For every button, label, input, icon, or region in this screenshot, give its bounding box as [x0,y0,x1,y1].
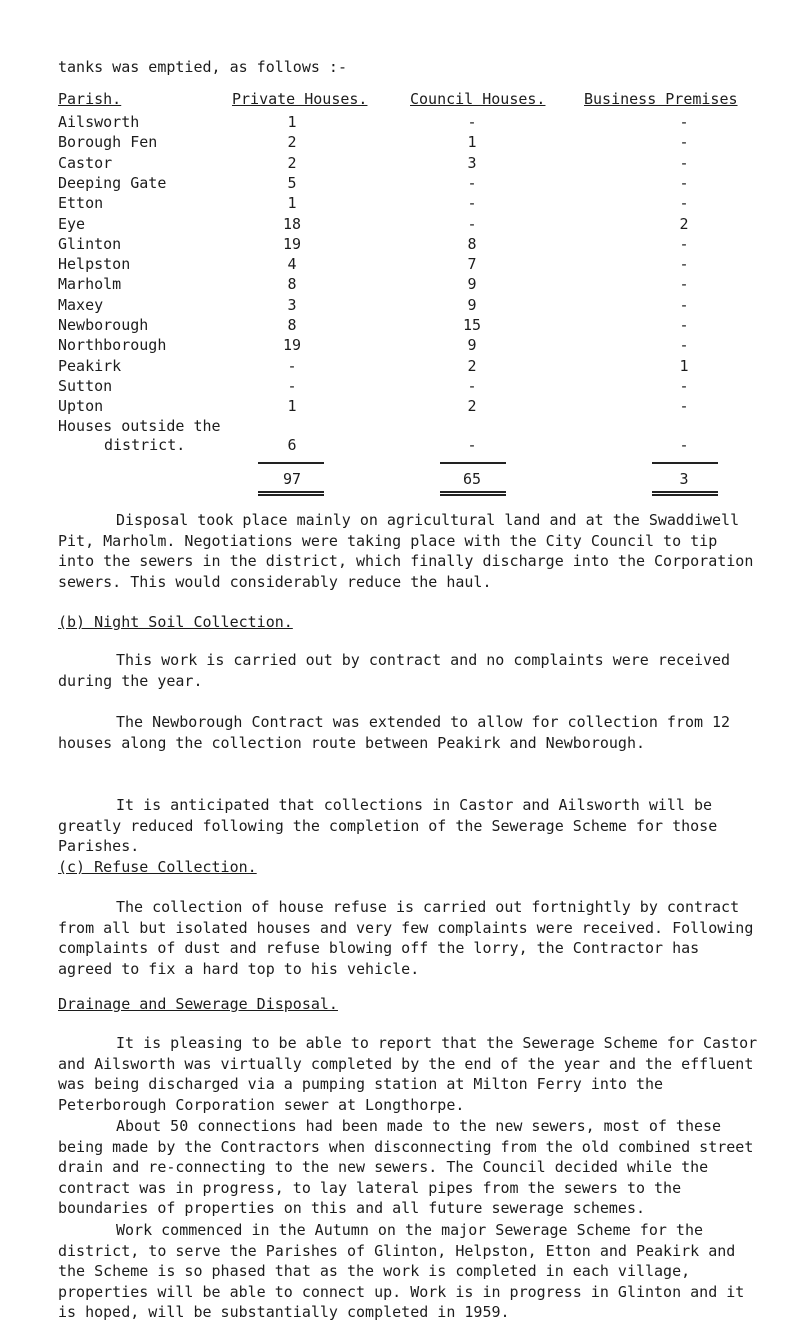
refuse-heading: (c) Refuse Collection. [58,858,257,876]
council-houses-value: 15 [462,316,482,334]
private-houses-value: 18 [282,215,302,233]
private-houses-value: 19 [282,336,302,354]
parish-name: Deeping Gate [58,174,167,192]
drainage-paragraph-1: It is pleasing to be able to report that the Sewerage Scheme for Castor and Ailsworth was virtually completed by the end of the year and the effluent was being discharged via a pumping station at Milton Ferry into the Peterborough Corporation sewer at Longthorpe. [58,1034,758,1114]
council-houses-value: 9 [467,336,477,354]
parish-name: Marholm [58,275,122,293]
council-houses-value: - [467,174,477,192]
business-premises-value: - [679,296,689,314]
council-houses-value: - [467,113,477,131]
night-soil-heading: (b) Night Soil Collection. [58,613,293,631]
night-soil-paragraph-3: It is anticipated that collections in Castor and Ailsworth will be greatly reduced following the completion of the Sewerage Scheme for those Parishes. [58,796,718,855]
header-council-houses: Council Houses. [410,90,546,108]
council-houses-value: 1 [467,133,477,151]
drainage-paragraph-2: About 50 connections had been made to the new sewers, most of these being made by the Contractors when disconnecting from the old combined street drain and re-connecting to the new sewers. The Council decided while the contract was in progress, to lay lateral pipes from the sewers to the boundaries of properties on this and all future sewerage schemes. [58,1117,754,1217]
refuse-paragraph: The collection of house refuse is carried out fortnightly by contract from all but isolated houses and very few complaints were received. Following complaints of dust and refuse blowing off the lorry, the Contractor has agreed to fix a hard top to his vehicle. [58,898,754,978]
parish-name: Ailsworth [58,113,140,131]
total-double-rule-council [440,491,506,496]
private-houses-value: 3 [287,296,297,314]
total-private: 97 [282,470,302,488]
council-houses-value: 3 [467,154,477,172]
council-houses-value: 8 [467,235,477,253]
business-premises-value: - [679,336,689,354]
total-double-rule-business [652,491,718,496]
total-rule-council [440,462,506,464]
total-rule-private [258,462,324,464]
business-premises-value: - [679,194,689,212]
total-business: 3 [679,470,689,488]
parish-name: Peakirk [58,357,122,375]
parish-name: Borough Fen [58,133,158,151]
night-soil-paragraph-2: The Newborough Contract was extended to allow for collection from 12 houses along the collection route between Peakirk and Newborough. [58,713,731,752]
business-premises-value: - [679,316,689,334]
parish-name: Eye [58,215,86,233]
total-rule-business [652,462,718,464]
night-soil-paragraph-1: This work is carried out by contract and no complaints were received during the year. [58,651,731,690]
total-double-rule-private [258,491,324,496]
private-houses-value: 1 [287,113,297,131]
header-parish: Parish. [58,90,122,108]
council-houses-value: 2 [467,357,477,375]
business-premises-value: 1 [679,357,689,375]
parish-name: Maxey [58,296,104,314]
business-premises-value: - [679,255,689,273]
council-houses-value: 7 [467,255,477,273]
outside-business: - [679,436,689,454]
business-premises-value: - [679,275,689,293]
outside-council: - [467,436,477,454]
parish-name: Castor [58,154,113,172]
parish-name: Newborough [58,316,149,334]
private-houses-value: 5 [287,174,297,192]
private-houses-value: 8 [287,275,297,293]
private-houses-value: 4 [287,255,297,273]
council-houses-value: - [467,377,477,395]
private-houses-value: - [287,377,297,395]
parish-name: Helpston [58,255,131,273]
private-houses-value: - [287,357,297,375]
outside-private: 6 [287,436,297,454]
private-houses-value: 2 [287,133,297,151]
council-houses-value: - [467,215,477,233]
parish-name: Northborough [58,336,167,354]
council-houses-value: 9 [467,275,477,293]
header-private-houses: Private Houses. [232,90,368,108]
private-houses-value: 19 [282,235,302,253]
drainage-heading: Drainage and Sewerage Disposal. [58,995,338,1013]
business-premises-value: - [679,235,689,253]
business-premises-value: - [679,397,689,415]
disposal-paragraph: Disposal took place mainly on agricultural land and at the Swaddiwell Pit, Marholm. Negotiations were taking place with the City Council to tip into the sewers in the district, which finally discharge into the Corporation sewers. This would considerably reduce the haul. [58,511,754,591]
private-houses-value: 1 [287,397,297,415]
parish-name: Sutton [58,377,113,395]
council-houses-value: 9 [467,296,477,314]
parish-name: Glinton [58,235,122,253]
private-houses-value: 2 [287,154,297,172]
header-business-premises: Business Premises [584,90,738,108]
business-premises-value: - [679,154,689,172]
outside-label-line1: Houses outside the [58,417,221,435]
business-premises-value: 2 [679,215,689,233]
business-premises-value: - [679,133,689,151]
council-houses-value: - [467,194,477,212]
parish-name: Upton [58,397,104,415]
parish-name: Etton [58,194,104,212]
drainage-paragraph-3: Work commenced in the Autumn on the major Sewerage Scheme for the district, to serve the Parishes of Glinton, Helpston, Etton and Peakirk and the Scheme is so phased that as the work is completed in each village, properties will be able to connect up. Work is in progress in Glinton and it is hoped, will be substantially completed in 1959. [58,1221,745,1321]
intro-line: tanks was emptied, as follows :- [58,58,347,76]
private-houses-value: 1 [287,194,297,212]
business-premises-value: - [679,174,689,192]
total-council: 65 [462,470,482,488]
business-premises-value: - [679,377,689,395]
private-houses-value: 8 [287,316,297,334]
outside-label-line2: district. [104,436,186,454]
council-houses-value: 2 [467,397,477,415]
business-premises-value: - [679,113,689,131]
